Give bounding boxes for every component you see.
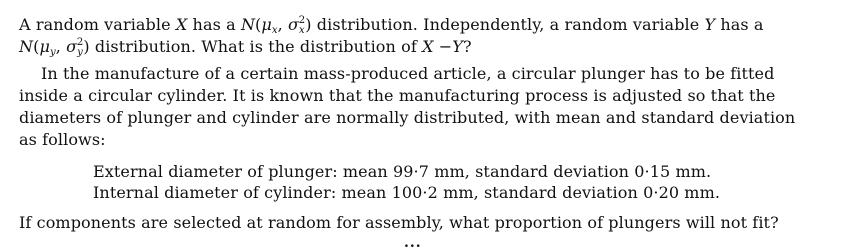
math-normal-symbol: N [19, 37, 34, 56]
spec-plunger: External diameter of plunger: mean 99·7 mm, standard deviation 0·15 mm. [93, 162, 712, 181]
math-superscript: 2 [298, 15, 306, 26]
math-variable-x: X [422, 37, 434, 56]
math-minus: − [433, 37, 453, 56]
math-subscript: x [271, 25, 278, 36]
text-run: has a [187, 15, 241, 34]
math-mu: μ [261, 15, 272, 34]
math-sigma: σ [288, 15, 300, 34]
math-paren: ) [83, 37, 90, 56]
text-run: distribution. Independently, a random variable [311, 15, 705, 34]
math-variable-y: Y [704, 15, 716, 34]
problem1-line2 [19, 33, 472, 63]
text-run: distribution. What is the distribution of [89, 37, 423, 56]
math-comma: , [55, 37, 67, 56]
spec-cylinder: Internal diameter of cylinder: mean 100·2 mm, standard deviation 0·20 mm. [93, 183, 721, 202]
math-subscript: y [77, 47, 83, 58]
math-superscript: 2 [76, 37, 84, 48]
text-run: has a [715, 15, 764, 34]
math-subscript: x [299, 25, 305, 36]
math-subscript: y [49, 47, 56, 58]
math-sigma: σ [66, 37, 78, 56]
problem2-para-line: In the manufacture of a certain mass-produced article, a circular plunger has to be fitted [41, 64, 775, 83]
problem2-para-line: as follows: [19, 130, 106, 149]
text-run: A random variable [19, 15, 176, 34]
math-comma: , [277, 15, 289, 34]
continuation-ellipsis: ... [404, 235, 422, 251]
text-run: ? [462, 37, 472, 56]
problem2-question: If components are selected at random for assembly, what proportion of plungers will not fit? [19, 213, 779, 232]
math-paren: ( [33, 37, 40, 56]
problem2-para-line: diameters of plunger and cylinder are normally distributed, with mean and standard deviation [19, 108, 796, 127]
math-mu: μ [39, 37, 50, 56]
math-paren: ( [255, 15, 262, 34]
math-normal-symbol: N [240, 15, 256, 34]
math-variable-y: Y [452, 37, 463, 56]
problem2-para-line: inside a circular cylinder. It is known that the manufacturing process is adjusted so that the [19, 86, 776, 105]
math-variable-x: X [175, 15, 188, 34]
math-paren: ) [305, 15, 312, 34]
